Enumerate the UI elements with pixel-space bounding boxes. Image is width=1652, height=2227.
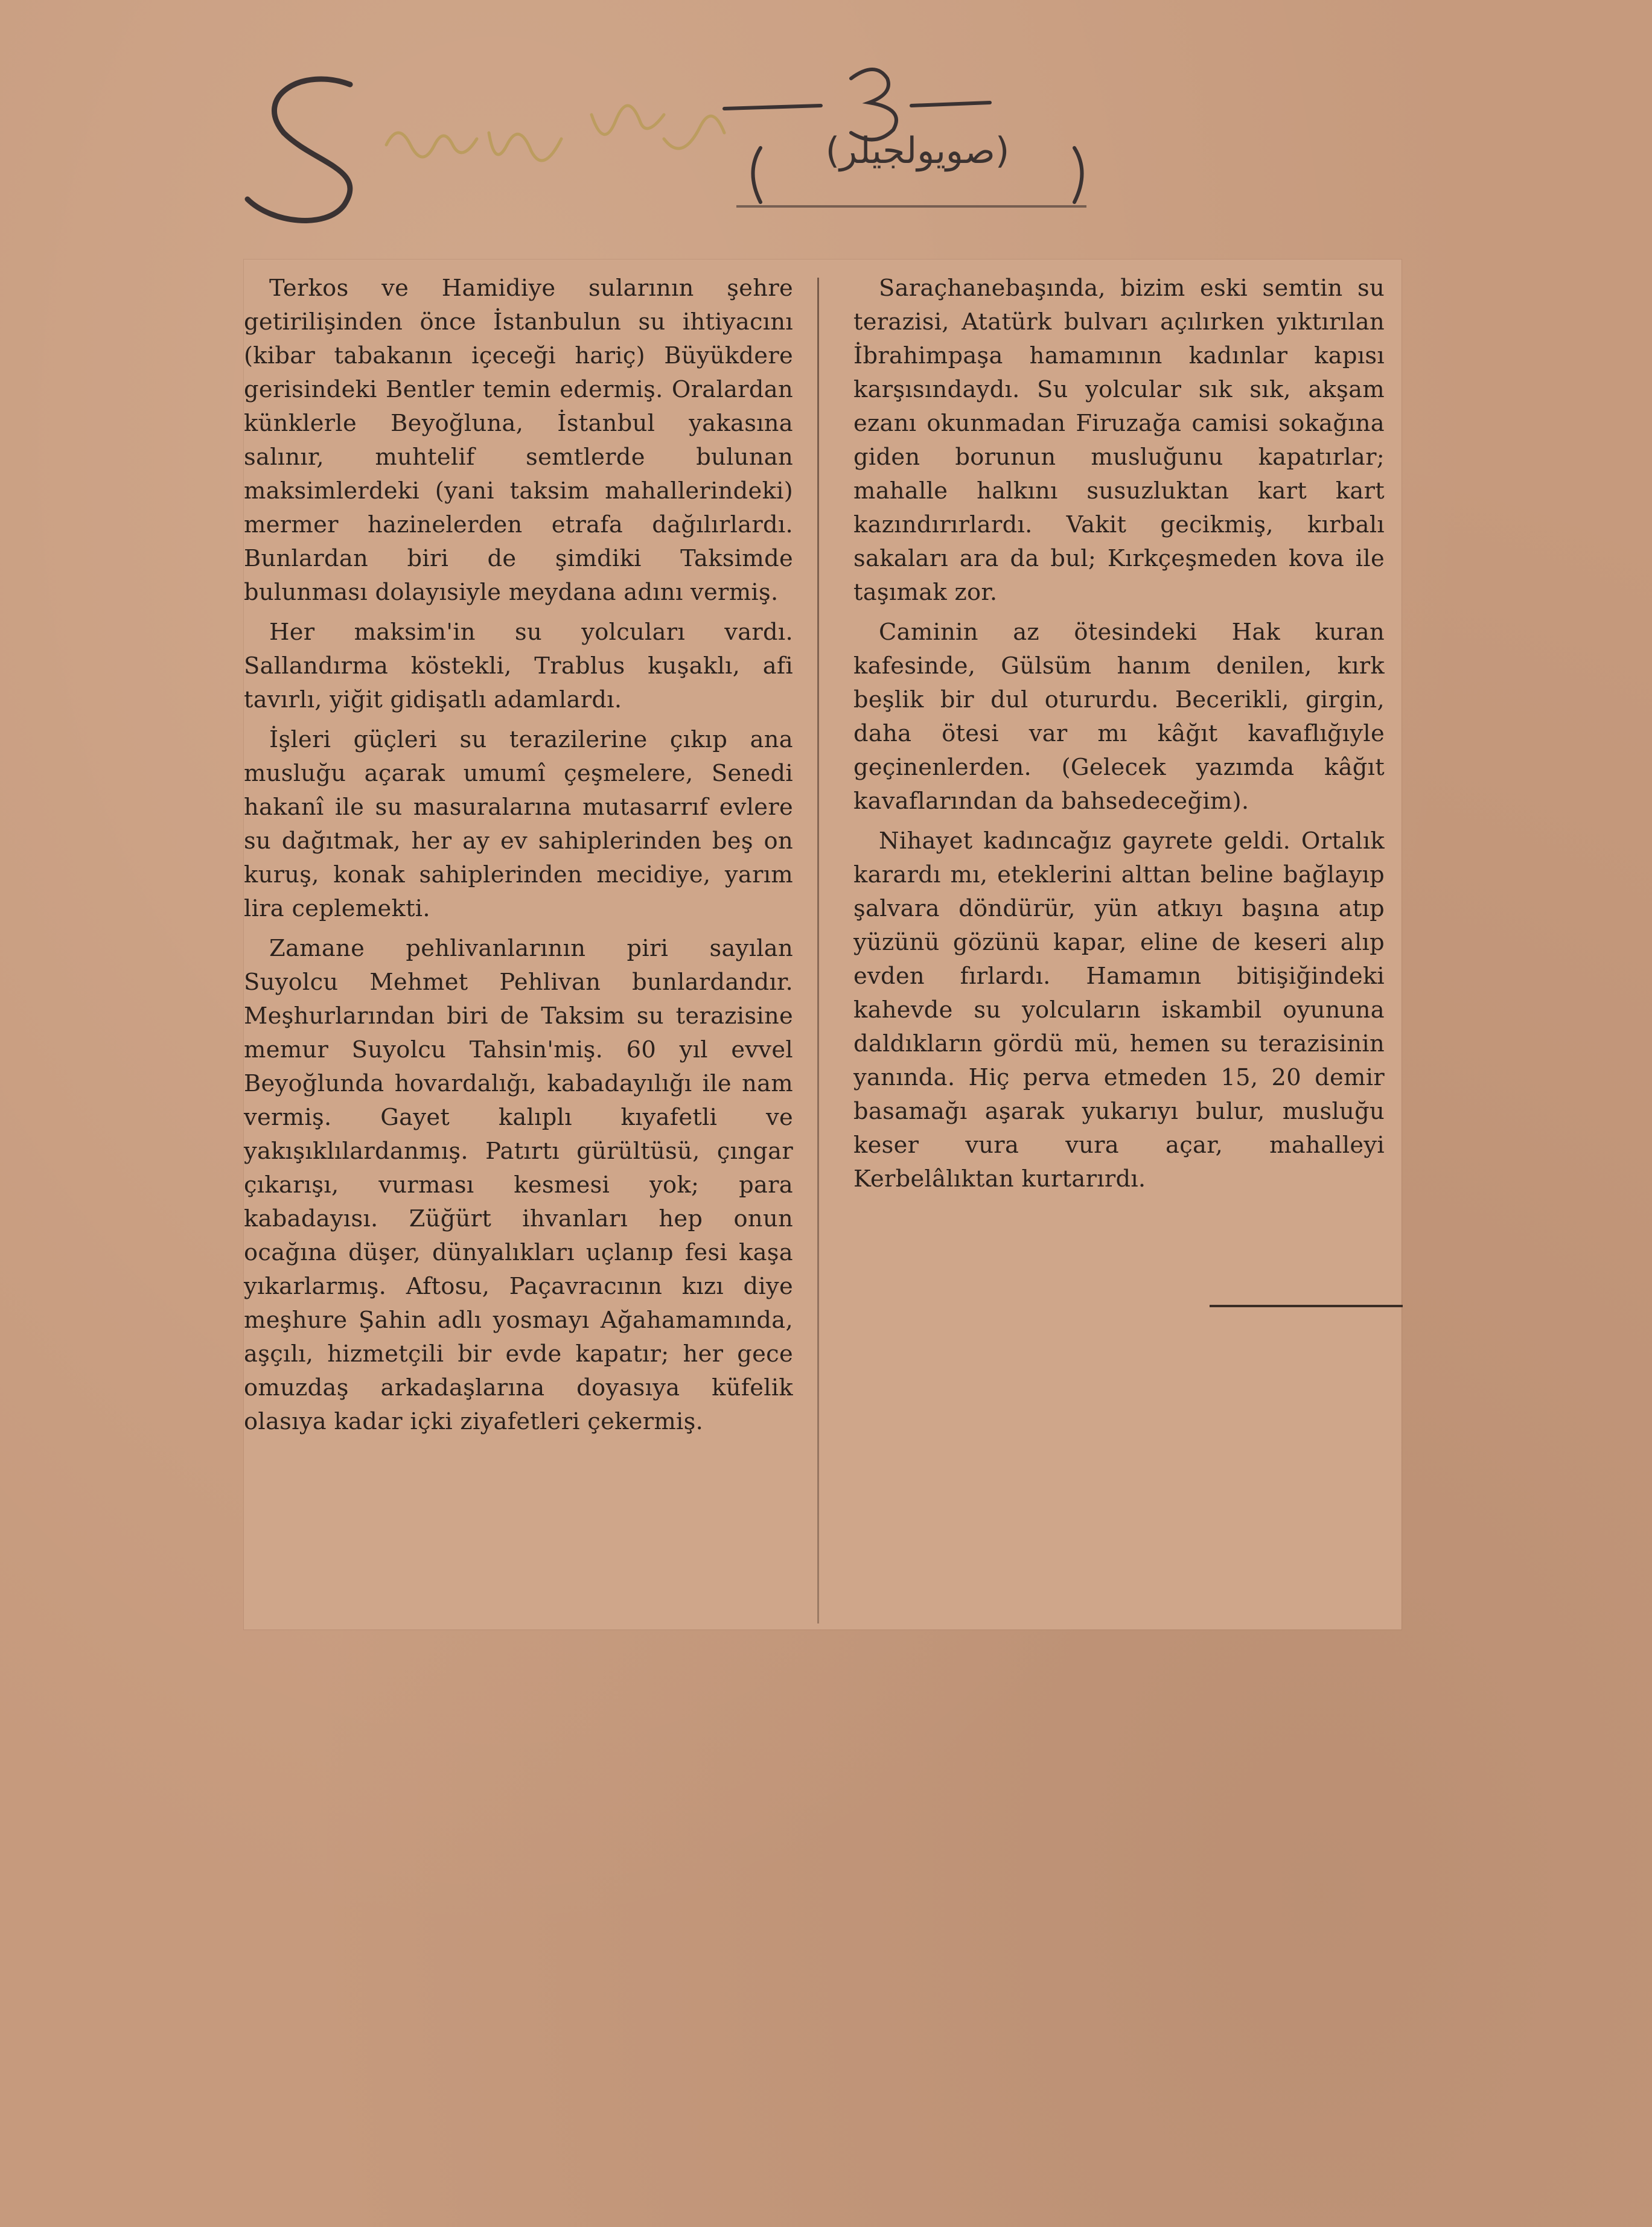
handwritten-arabic-label: (صويولجيلر): [825, 130, 1010, 172]
right-column: [853, 272, 1385, 1196]
paragraph: İşleri güçleri su terazilerine çıkıp ana musluğu açarak umumî çeşmelere, Senedi hakanî ile su masuralarına mutasarrıf evlere su dağıtmak, her ay ev sahiplerinden beş on kuruş, konak sahiplerinden mecidiye, yarım lira ceplemekti.: [244, 726, 793, 922]
column-divider: [817, 278, 819, 1623]
paragraph: Nihayet kadıncağız gayrete geldi. Ortalık karardı mı, eteklerini alttan beline bağlayıp şalvara döndürür, yün atkıyı başına atıp yüzünü gözünü kapar, eline de keseri alıp evden fırlardı. Hamamın bitişiğindeki kahevde su yolcuların iskambil oyununa daldıkların gördü mü, hemen su terazisinin yanında. Hiç perva etmeden 15, 20 demir basamağı aşarak yukarıyı bulur, musluğu keser vura vura açar, mahalleyi Kerbelâlıktan kurtarırdı.: [853, 827, 1385, 1193]
newspaper-clipping: [244, 260, 1402, 1630]
paragraph: Zamane pehlivanlarının piri sayılan Suyolcu Mehmet Pehlivan bunlardandır. Meşhurlarından biri de Taksim su terazisine memur Suyolcu Tahsin'miş. 60 yıl evvel Beyoğlunda hovardalığı, kabadayılığı ile nam vermiş. Gayet kalıplı kıyafetli ve yakışıklılardanmış. Patırtı gürültüsü, çıngar çıkarışı, vurması kesmesi yok; para kabadayısı. Züğürt ihvanları hep onun ocağına düşer, dünyalıkları uçlanıp fesi kaşa yıkarlarmış. Aftosu, Paçavracının kızı diye meşhure Şahin adlı yosmayı Ağahamamında, aşçılı, hizmetçili bir evde kapatır; her gece omuzdaş arkadaşlarına doyasıya küfelik olasıya kadar içki ziyafetleri çekermiş.: [244, 935, 793, 1435]
left-column: [244, 272, 793, 1439]
handwritten-underline: [736, 205, 1086, 208]
paragraph: Caminin az ötesindeki Hak kuran kafesinde, Gülsüm hanım denilen, kırk beşlik bir dul otururdu. Becerikli, girgin, daha ötesi var mı kâğıt kavaflığıyle geçinenlerden. (Gelecek yazımda kâğıt kavaflarından da bahsedeceğim).: [853, 619, 1385, 815]
paragraph: Saraçhanebaşında, bizim eski semtin su terazisi, Atatürk bulvarı açılırken yıktırılan İbrahimpaşa hamamının kadınlar kapısı karşısındaydı. Su yolcular sık sık, akşam ezanı okunmadan Firuzağa camisi sokağına giden borunun musluğunu kapatırlar; mahalle halkını susuzluktan kart kart kazındırırlardı. Vakit gecikmiş, kırbalı sakaları ara da bul; Kırkçeşmeden kova ile taşımak zor.: [853, 275, 1385, 606]
end-rule: [1210, 1305, 1403, 1307]
paragraph: Terkos ve Hamidiye sularının şehre getirilişinden önce İstanbulun su ihtiyacını (kibar tabakanın içeceği hariç) Büyükdere gerisindeki Bentler temin edermiş. Oralardan künklerle Beyoğluna, İstanbul yakasına salınır, muhtelif semtlerde bulunan maksimlerdeki (yani taksim mahallerindeki) mermer hazinelerden etrafa dağılırlardı. Bunlardan biri de şimdiki Taksimde bulunması dolayısiyle meydana adını vermiş.: [244, 275, 793, 606]
paragraph: Her maksim'in su yolcuları vardı. Sallandırma köstekli, Trablus kuşaklı, afi tavırlı, yiğit gidişatlı adamlardı.: [244, 619, 793, 713]
